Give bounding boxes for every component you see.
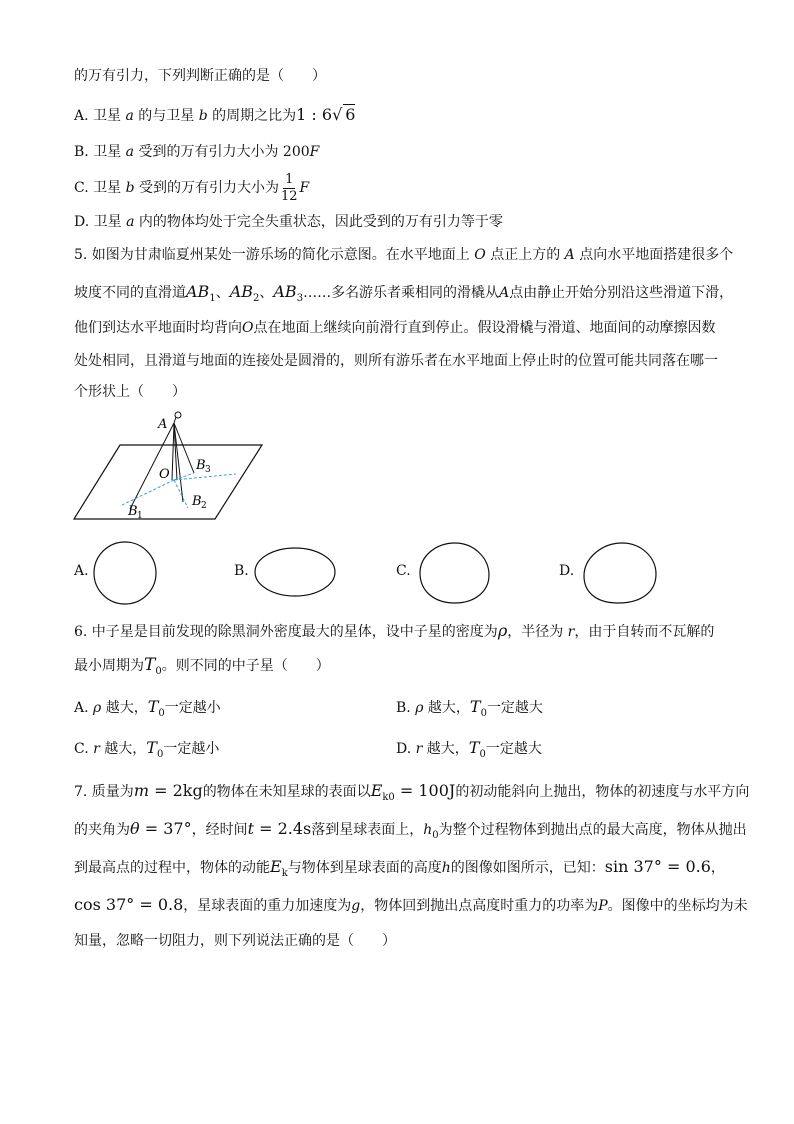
vertical-pole-2 [174,423,177,480]
q5-option-b-label: B. [234,563,249,579]
svg-text:1: 1 [137,511,143,521]
q6-option-c: C. r 越大，$T_0$一定越小 [74,738,220,760]
q4-option-b: B. 卫星 a 受到的万有引力大小为 200F [74,144,320,160]
ground-plane [74,445,262,519]
q5-option-a-circle [90,540,160,606]
q7-stem-line-5: 知量，忽略一切阻力，则下列说法正确的是（ ） [74,933,396,949]
q7-stem-line-2: 的夹角为θ = 37°，经时间t = 2.4s落到星球表面上，$h_0$为整个过程物体到抛出点的最大高度，物体从抛出 [74,819,747,841]
q4-option-a: A. 卫星 a 的与卫星 b 的周期之比为1 : 6√ 6 [74,105,356,124]
svg-text:2: 2 [201,501,207,511]
fraction-one-twelfth: $\frac{1}{12}$ [281,171,298,204]
q6-stem-line-1: 6. 中子星是目前发现的除黑洞外密度最大的星体，设中子星的密度为ρ，半径为 r，由于自转而不瓦解的 [74,621,715,640]
q5-option-d-label: D. [559,563,575,579]
q5-option-a-label: A. [74,563,89,579]
q6-option-d: D. r 越大，$T_0$一定越大 [396,738,542,760]
svg-text:3: 3 [205,465,211,475]
q7-stem-line-4: cos 37° = 0.8，星球表面的重力加速度为g，物体回到抛出点高度时重力的功率为P。图像中的坐标均为未 [74,895,748,914]
label-o: O [159,467,170,482]
q4-option-d: D. 卫星 a 内的物体均处于完全失重状态，因此受到的万有引力等于零 [74,214,503,230]
q6-stem-line-2: 最小周期为$T_0$。则不同的中子星（ ） [74,655,330,677]
q6-option-a: A. ρ 越大，$T_0$一定越小 [74,697,221,719]
label-b2: B [192,494,202,509]
slide-ab1 [130,423,174,509]
q5-option-c-egg-shape [416,540,494,606]
label-b1: B [128,504,138,519]
q7-stem-line-3: 到最高点的过程中，物体的动能$E_k$与物体到星球表面的高度h的图像如图所示，已知：sin 37° = 0.6， [74,857,725,879]
q4-option-c: C. 卫星 b 受到的万有引力大小为 $\frac{1}{12}$ F [74,171,310,204]
label-b3: B [196,458,206,473]
vertical-pole [172,423,174,480]
q5-option-c-label: C. [396,563,411,579]
q5-option-b-ellipse [252,545,338,599]
q5-stem-line-3: 他们到达水平地面时均背向O点在地面上继续向前滑行直到停止。假设滑橇与滑道、地面间的动摩擦因数 [74,320,716,336]
projection-ob1 [122,480,174,505]
label-a: A [158,417,168,432]
q5-stem-line-1: 5. 如图为甘肃临夏州某处一游乐场的简化示意图。在水平地面上 O 点正上方的 A 点向水平地面搭建很多个 [74,247,734,263]
q5-stem-line-5: 个形状上（ ） [74,384,186,400]
q7-stem-line-1: 7. 质量为m = 2kg的物体在未知星球的表面以$E_{k0} = 100J$的初动能斜向上抛出，物体的初速度与水平方向 [74,781,750,803]
q4-stem-tail: 的万有引力，下列判断正确的是（ ） [74,68,326,84]
q5-stem-line-2: 坡度不同的直滑道$AB_1$、$AB_2$、$AB_3\dots\dots$多名游乐者乘相同的滑橇从A点由静止开始分别沿这些滑道下滑， [74,282,734,304]
q5-stem-line-4: 处处相同，且滑道与地面的连接处是圆滑的，则所有游乐者在水平地面上停止时的位置可能共同落在哪一 [74,353,718,369]
q5-option-d-egg-shape [578,540,660,606]
q5-slide-diagram [70,405,270,530]
q6-option-b: B. ρ 越大，$T_0$一定越大 [396,697,543,719]
